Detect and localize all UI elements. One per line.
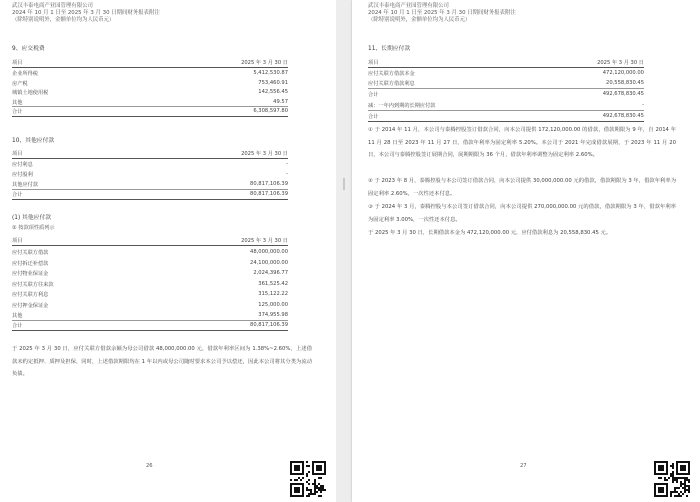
table-header [12, 58, 288, 66]
table-row: 应付关联方往来款 361,525.42 [12, 280, 288, 288]
header-company: 武汉丰泰电商产业园管理有限公司 [12, 3, 93, 9]
table-rule [12, 67, 288, 68]
table-row: 企业所得税 5,412,530.87 [12, 70, 288, 77]
closing-paragraph: 于 2025 年 3 月 30 日，长期借款本金为 472,120,000.00 元，应付借款利息为 20,558,830.45 元。 [368, 230, 612, 236]
loan-paragraph-1: ① 于 2014 年 11 月，本公司与泰腾控股签订借款合同，向本公司提供 172,120,000.00 的借款，借款期限为 9 年，自 2014 年 11 月 28 日至 2023 年 11 月 27 日，借款年利率为固定利率 5.20%。本公司于 2021 年完成借款展期，于 2023 年 11 月 20 日，本公司与泰腾控股签订展期合同，展期期限为 36 个月，借款年利率调整为固定利率 2.60%。 [368, 127, 676, 159]
page-gutter [336, 0, 352, 502]
subsection-subtitle: ① 按款项性质列示 [12, 225, 55, 231]
table-row: 应付关联方借款利息 20,558,830.45 [368, 80, 644, 87]
table-row: 应付关联方借款本金 472,120,000.00 [368, 70, 644, 77]
header-unit-note: （除特别说明外，金额单位均为人民币元） [368, 17, 471, 23]
section-title-long-term-payables: 11、长期应付款 [368, 46, 411, 52]
col-item: 项目 [12, 60, 23, 66]
header-period: 2024 年 10 月 1 日至 2025 年 3 月 30 日期间财务报表附注 [12, 10, 160, 16]
table-header: 项目 2025 年 3 月 30 日 [12, 238, 288, 244]
table-subtotal-row: 合计 492,678,830.45 [368, 91, 644, 98]
note-paragraph: 于 2025 年 3 月 30 日，应付关联方借款余额为母公司借款 48,000,000.00 元，借款年利率区间为 1.38%~2.60%，上述借款未约定抵押、质押及担保，同时，上述借款期限均在 1 年以内或母公司随时要求本公司予以偿还，因此本公司将其分类为流动负债。 [12, 346, 312, 378]
section-title-taxes: 9、应交税费 [12, 46, 45, 52]
subsection-title: (1) 其他应付款 [12, 215, 52, 221]
right-page [352, 0, 700, 502]
table-header: 项目 2025 年 3 月 30 日 [12, 151, 288, 157]
table-row: 应付押金保证金 125,000.00 [12, 301, 288, 309]
table-row: 减：一年内到期的长期应付款 - [368, 102, 644, 109]
table-row: 应付关联方借款 48,000,000.00 [12, 249, 288, 256]
section-title-other-payables: 10、其他应付款 [12, 138, 55, 144]
qr-code-icon [290, 461, 326, 497]
header-unit-note: （除特别说明外，金额单位均为人民币元） [12, 17, 115, 23]
left-page [0, 0, 336, 502]
table-rule [12, 245, 288, 246]
table-rule [368, 67, 644, 68]
table-row: 其他应付款 80,817,106.39 [12, 181, 288, 188]
table-total-row: 合计 80,817,106.39 [12, 322, 288, 329]
header-period: 2024 年 10 月 1 日至 2025 年 3 月 30 日期间财务报表附注 [368, 10, 516, 16]
table-row: 城镇土地使用税 142,556.45 [12, 89, 288, 96]
table-rule [12, 116, 288, 117]
table-row: 其他 374,955.98 [12, 312, 288, 319]
loan-paragraph-2: ② 于 2023 年 8 月，泰腾控股与本公司签订借款合同，向本公司提供 30,000,000.00 元的借款，借款期限为 3 年，借款年利率为固定利率 2.60%，一次性还本付息。 [368, 178, 676, 197]
binding-mark [343, 178, 345, 190]
table-row: 应付拆迁补偿款 24,100,000.00 [12, 259, 288, 267]
table-rule [12, 158, 288, 159]
loan-paragraph-3: ③ 于 2024 年 3 月，泰腾控股与本公司签订借款合同，向本公司提供 270,000,000.00 元的借款，借款期限为 3 年，借款年利率为固定利率 3.00%，一次性还本付息。 [368, 204, 676, 223]
table-row: 应付关联方利息 315,122.22 [12, 291, 288, 298]
qr-code-icon [654, 461, 690, 497]
table-row: 应付利息 - [12, 161, 288, 168]
table-rule [12, 330, 288, 331]
table-rule [368, 121, 644, 122]
table-row: 应付物业保证金 2,024,396.77 [12, 270, 288, 277]
table-row: 其他 49.57 [12, 98, 288, 106]
table-header: 项目 2025 年 3 月 30 日 [368, 60, 644, 66]
table-row: 房产税 753,460.91 [12, 79, 288, 87]
table-rule [12, 199, 288, 200]
table-rule [368, 110, 644, 111]
table-total-row: 合计 492,678,830.45 [368, 113, 644, 120]
col-date: 2025 年 3 月 30 日 [241, 60, 288, 66]
page-number: 26 [146, 463, 153, 469]
table-total-row: 合计 80,817,106.39 [12, 191, 288, 198]
header-company: 武汉丰泰电商产业园管理有限公司 [368, 3, 449, 9]
table-row: 应付股利 - [12, 171, 288, 178]
page-number: 27 [520, 463, 527, 469]
table-rule [368, 88, 644, 89]
table-total-row: 合计 6,308,597.80 [12, 108, 288, 115]
